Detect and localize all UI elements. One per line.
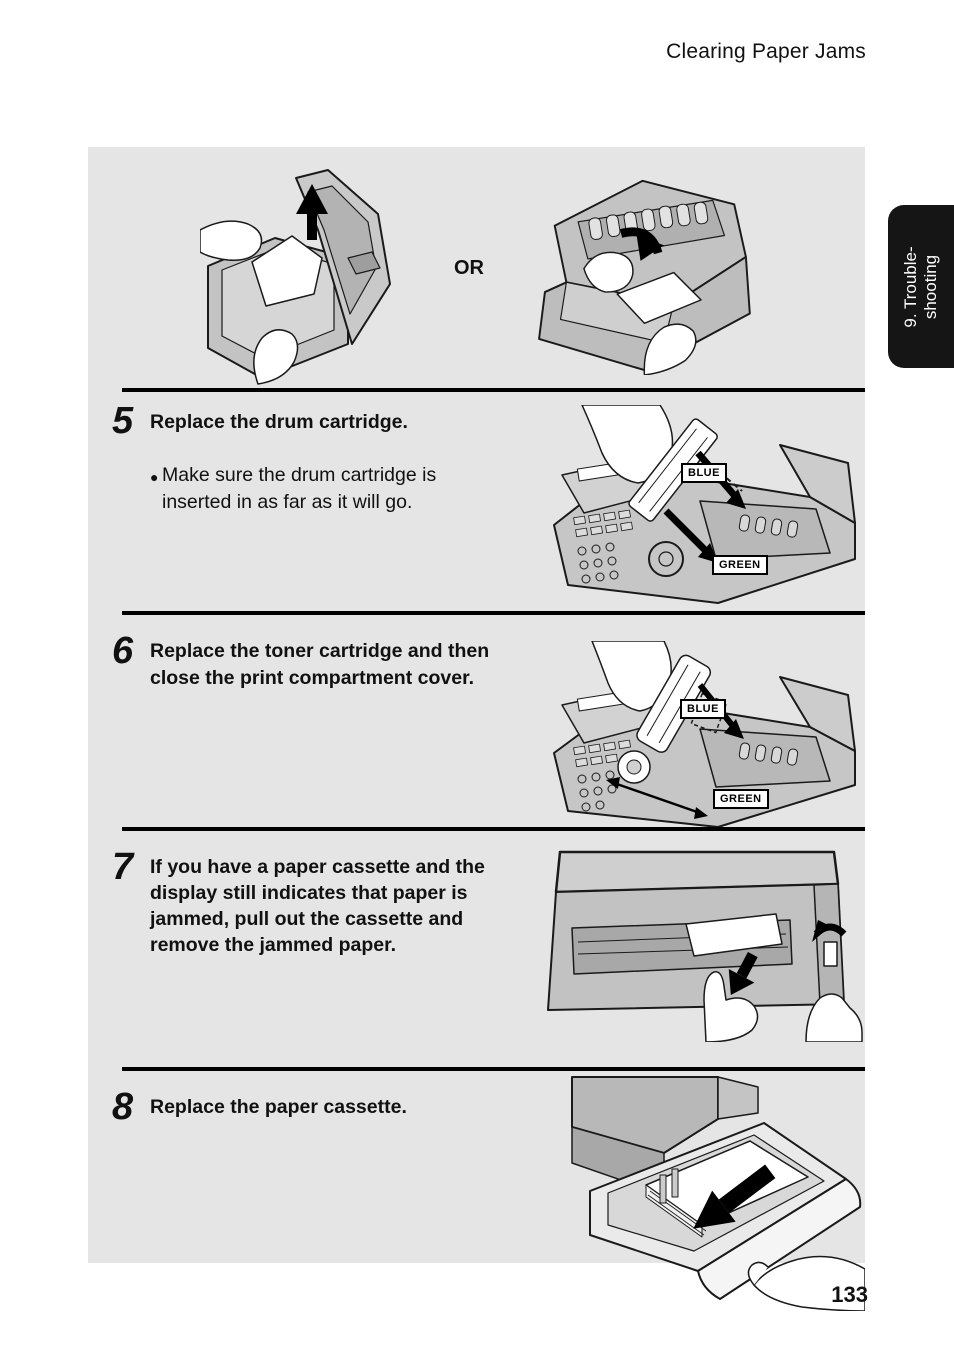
bullet-text: Make sure the drum cartridge is inserted in as far as it will go. [162, 464, 437, 513]
drum-cartridge-install-illustration [548, 405, 865, 609]
step-number: 7 [112, 846, 134, 888]
section-divider [122, 388, 865, 392]
blue-label: BLUE [681, 463, 727, 483]
fax-machine-drum-icon [548, 405, 865, 609]
step-heading: Replace the toner cartridge and then close the print compartment cover. [150, 640, 490, 689]
step-number: 8 [112, 1086, 134, 1128]
section-divider [122, 827, 865, 831]
step-heading: Replace the drum cartridge. [150, 411, 408, 433]
step-heading: If you have a paper cassette and the display still indicates that paper is jammed, pull out the cassette and remove the jammed paper. [150, 856, 485, 956]
toner-cartridge-install-illustration [548, 641, 865, 829]
fax-machine-toner-icon [548, 641, 865, 829]
section-divider [122, 1067, 865, 1071]
page-number: 133 [831, 1282, 868, 1307]
step-number: 5 [112, 400, 134, 442]
content-panel [88, 147, 865, 1263]
or-label: OR [454, 257, 484, 279]
paper-cassette-icon [568, 1073, 865, 1311]
step-heading: Replace the paper cassette. [150, 1096, 407, 1118]
step-bullet [150, 462, 480, 516]
bullet-icon: ● [150, 469, 159, 485]
remove-jammed-paper-up-illustration [200, 165, 435, 385]
section-tab-label [901, 246, 941, 327]
printer-open-lid-icon [523, 175, 761, 375]
blue-label: BLUE [680, 699, 726, 719]
tab-line-1: 9. Trouble- [901, 245, 920, 328]
green-label: GREEN [712, 555, 768, 575]
cassette-jam-removal-illustration [538, 850, 865, 1042]
page-title: Clearing Paper Jams [666, 40, 866, 63]
tab-line-2: shooting [921, 254, 940, 319]
machine-rear-jam-icon [538, 850, 865, 1042]
printer-open-compartment-icon [200, 165, 435, 385]
green-label: GREEN [713, 789, 769, 809]
section-tab-troubleshooting [888, 205, 954, 368]
remove-jammed-paper-roller-illustration [523, 175, 761, 375]
step-number: 6 [112, 630, 134, 672]
paper-cassette-replace-illustration [568, 1073, 865, 1311]
section-divider [122, 611, 865, 615]
